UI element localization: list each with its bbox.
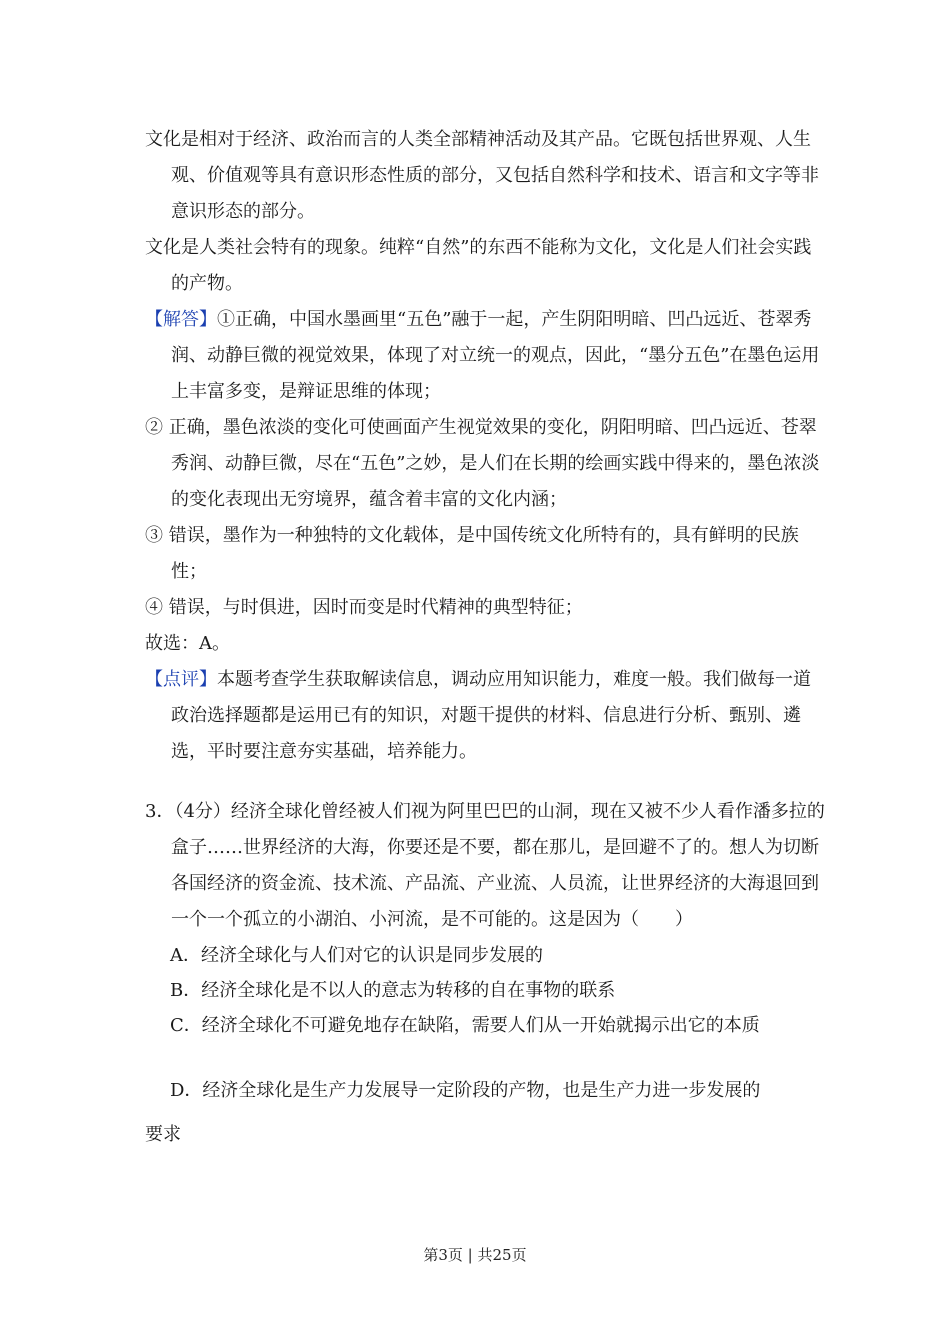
comment-tag: 【点评】 bbox=[145, 669, 217, 690]
answer-item-4: ④ 错误，与时俱进，因时而变是时代精神的典型特征； bbox=[145, 597, 583, 618]
answer-item-2: ② 正确，墨色浓淡的变化可使画面产生视觉效果的变化，阴阳明暗、凹凸远近、苍翠秀润、动静巨微，尽在“五色”之妙，是人们在长期的绘画实践中得来的，墨色浓淡的变化表现出无穷境界，蕴含着丰富的文化内涵； bbox=[145, 417, 820, 510]
answer-text-1: ①正确，中国水墨画里“五色”融于一起，产生阴阳明暗、凹凸远近、苍翠秀润、动静巨微的视觉效果，体现了对立统一的观点，因此，“墨分五色”在墨色运用上丰富多变，是辩证思维的体现； bbox=[171, 309, 820, 402]
question-3-option-a: A．经济全球化与人们对它的认识是同步发展的 bbox=[170, 945, 543, 966]
answer-choice: 故选：A。 bbox=[145, 633, 230, 654]
comment-text: 本题考查学生获取解读信息，调动应用知识能力，难度一般。我们做每一道政治选择题都是运用已有的知识，对题干提供的材料、信息进行分析、甄别、遴选，平时要注意夯实基础，培养能力。 bbox=[171, 669, 811, 762]
comment bbox=[145, 662, 825, 770]
question-3-option-b: B．经济全球化是不以人的意志为转移的自在事物的联系 bbox=[170, 980, 616, 1001]
question-3-option-d: D．经济全球化是生产力发展导一定阶段的产物，也是生产力进一步发展的 bbox=[170, 1080, 761, 1101]
document-body bbox=[145, 122, 825, 1157]
section-gap bbox=[145, 770, 825, 794]
answer-item-3: ③ 错误，墨作为一种独特的文化载体，是中国传统文化所特有的，具有鲜明的民族性； bbox=[145, 525, 799, 582]
culture-definition: 文化是相对于经济、政治而言的人类全部精神活动及其产品。它既包括世界观、人生观、价值观等具有意识形态性质的部分，又包括自然科学和技术、语言和文字等非意识形态的部分。 bbox=[145, 129, 819, 222]
answer-item-1 bbox=[145, 302, 825, 410]
page-footer: 第3页 | 共25页 bbox=[423, 1246, 527, 1264]
culture-social: 文化是人类社会特有的现象。纯粹“自然”的东西不能称为文化，文化是人们社会实践的产物。 bbox=[145, 237, 812, 294]
answer-tag: 【解答】 bbox=[145, 309, 217, 330]
question-3-stem: 3．（4分）经济全球化曾经被人们视为阿里巴巴的山洞，现在又被不少人看作潘多拉的盒子……世界经济的大海，你要还是不要，都在那儿，是回避不了的。想人为切断各国经济的资金流、技术流、产品流、产业流、人员流，让世界经济的大海退回到一个一个孤立的小湖泊、小河流，是不可能的。这是因为（ ） bbox=[145, 801, 825, 930]
option-gap bbox=[145, 1043, 825, 1069]
question-3-option-c: C．经济全球化不可避免地存在缺陷，需要人们从一开始就揭示出它的本质 bbox=[170, 1015, 760, 1036]
question-3-option-d-continued: 要求 bbox=[145, 1124, 181, 1145]
